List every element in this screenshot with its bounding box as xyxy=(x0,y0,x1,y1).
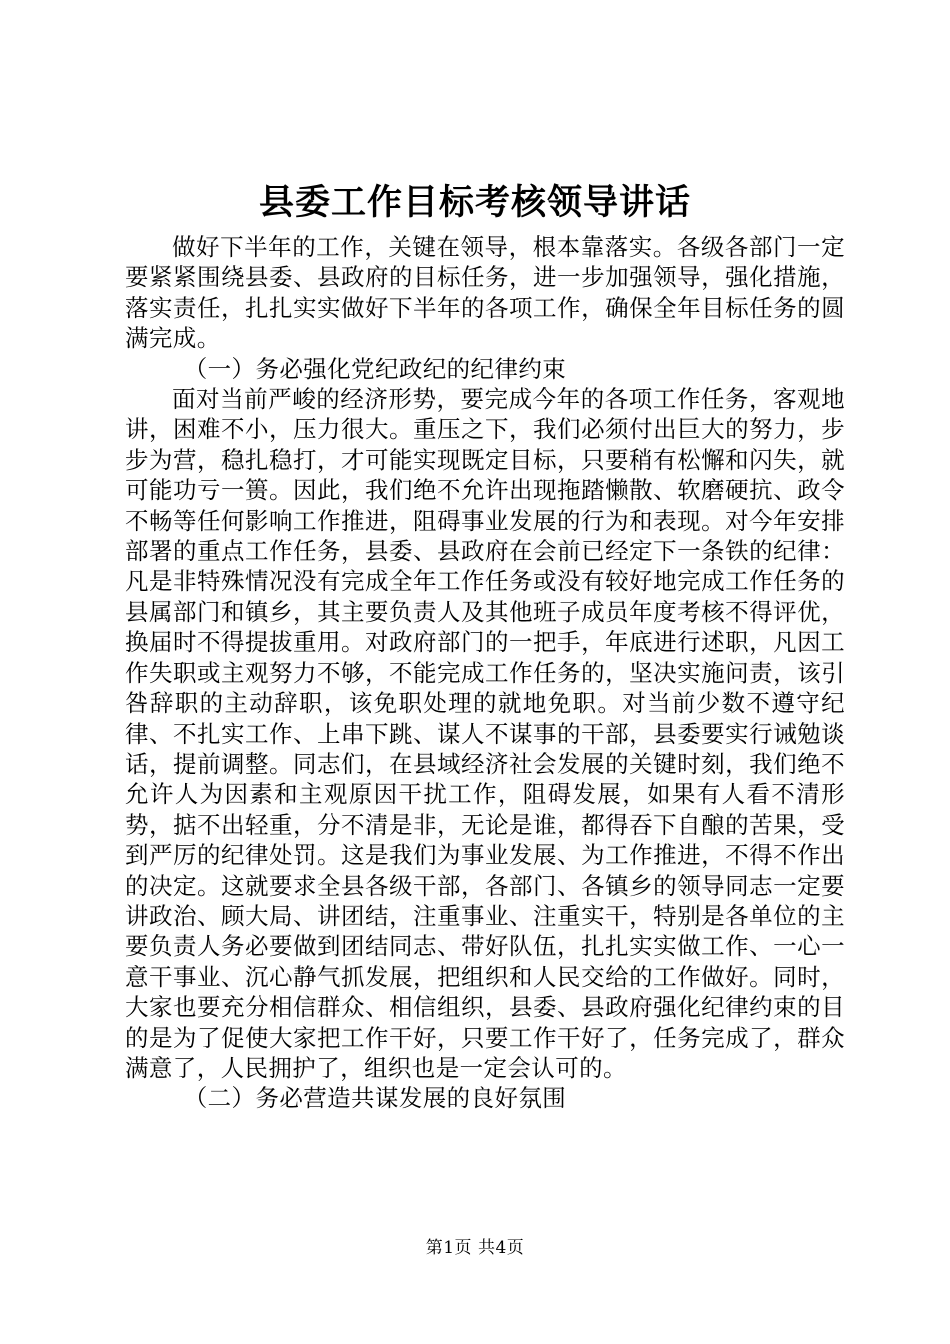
document-body xyxy=(125,232,845,1114)
paragraph-discipline: 面对当前严峻的经济形势，要完成今年的各项工作任务，客观地讲，困难不小，压力很大。重压之下，我们必须付出巨大的努力，步步为营，稳扎稳打，才可能实现既定目标，只要稍有松懈和闪失，就可能功亏一篑。因此，我们绝不允许出现拖踏懒散、软磨硬抗、政令不畅等任何影响工作推进，阻碍事业发展的行为和表现。对今年安排部署的重点工作任务，县委、县政府在会前已经定下一条铁的纪律：凡是非特殊情况没有完成全年工作任务或没有较好地完成工作任务的县属部门和镇乡，其主要负责人及其他班子成员年度考核不得评优，换届时不得提拔重用。对政府部门的一把手，年底进行述职，凡因工作失职或主观努力不够，不能完成工作任务的，坚决实施问责，该引咎辞职的主动辞职，该免职处理的就地免职。对当前少数不遵守纪律、不扎实工作、上串下跳、谋人不谋事的干部，县委要实行诫勉谈话，提前调整。同志们，在县域经济社会发展的关键时刻，我们绝不允许人为因素和主观原因干扰工作，阻碍发展，如果有人看不清形势，掂不出轻重，分不清是非，无论是谁，都得吞下自酿的苦果，受到严厉的纪律处罚。这是我们为事业发展、为工作推进，不得不作出的决定。这就要求全县各级干部，各部门、各镇乡的领导同志一定要讲政治、顾大局、讲团结，注重事业、注重实干，特别是各单位的主要负责人务必要做到团结同志、带好队伍，扎扎实实做工作、一心一意干事业、沉心静气抓发展，把组织和人民交给的工作做好。同时，大家也要充分相信群众、相信组织，县委、县政府强化纪律约束的目的是为了促使大家把工作干好，只要工作干好了，任务完成了，群众满意了，人民拥护了，组织也是一定会认可的。 xyxy=(125,385,845,1082)
page-footer: 第1页 共4页 xyxy=(425,1238,525,1258)
section-heading-2: （二）务必营造共谋发展的良好氛围 xyxy=(183,1084,567,1113)
paragraph-intro: 做好下半年的工作，关键在领导，根本靠落实。各级各部门一定要紧紧围绕县委、县政府的目标任务，进一步加强领导，强化措施，落实责任，扎扎实实做好下半年的各项工作，确保全年目标任务的圆满完成。 xyxy=(125,233,845,353)
section-heading-1: （一）务必强化党纪政纪的纪律约束 xyxy=(183,354,567,383)
document-title: 县委工作目标考核领导讲话 xyxy=(258,183,691,223)
